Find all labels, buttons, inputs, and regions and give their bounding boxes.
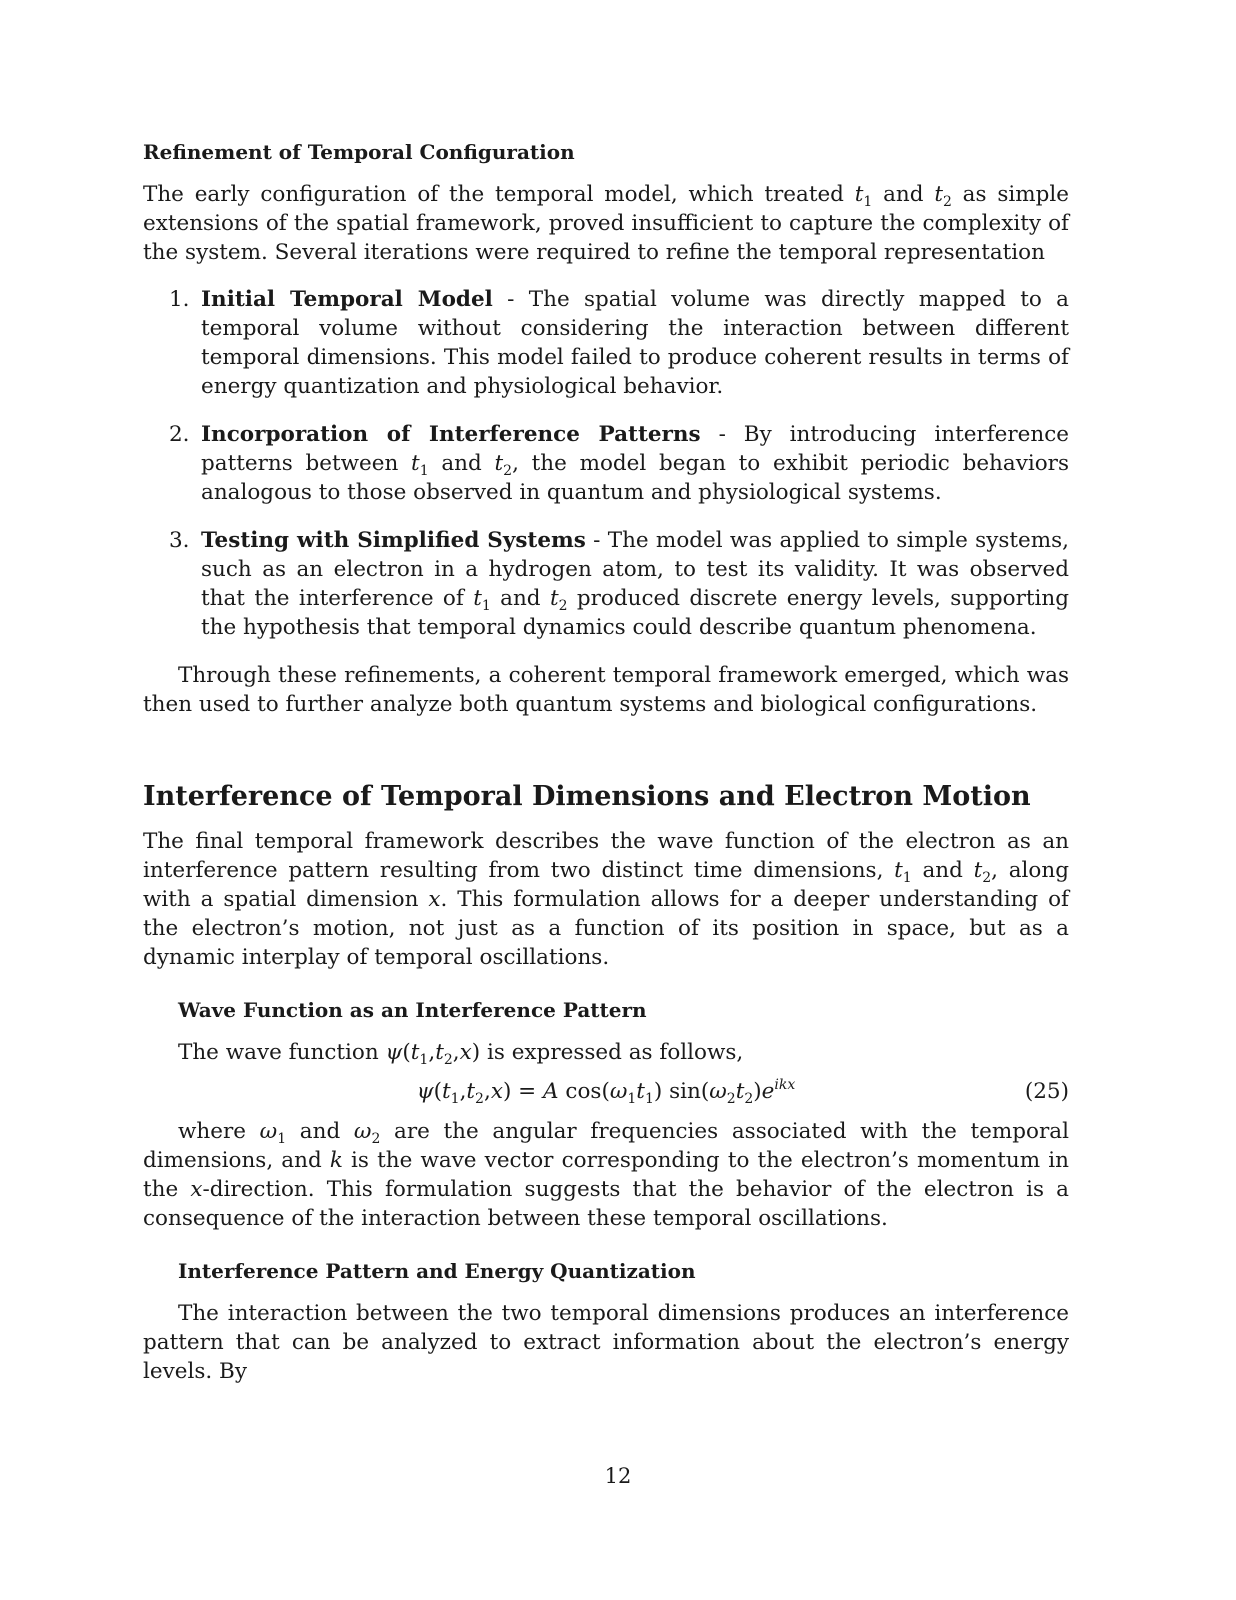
wave-function-intro: The wave function $\psi(t_1,t_2,x)$ is expressed as follows, bbox=[178, 1040, 744, 1068]
refinement-closing: Through these refinements, a coherent temporal framework emerged, which was then used to further analyze both quantum systems and biological configurations. bbox=[143, 663, 1069, 717]
page-content bbox=[143, 138, 1069, 1386]
subsection-heading-energy: Interference Pattern and Energy Quantization bbox=[178, 1259, 696, 1283]
equation-body: $\psi(t_1,t_2,x) = A$ $\cos(\omega_1t_1)$ $\sin(\omega_2t_2)e^{ikx}$ bbox=[416, 1077, 796, 1107]
equation-25 bbox=[143, 1077, 1069, 1111]
interference-intro: The final temporal framework describes the wave function of the electron as an interference pattern resulting from two distinct time dimensions, $t_1$ and $t_2$, along with a spatial dimension x. This formulation allows for a deeper understanding of the electron’s motion, not just as a function of its position in space, but as a dynamic interplay of temporal oscillations. bbox=[143, 829, 1070, 970]
subsection-heading-wave-function: Wave Function as an Interference Pattern bbox=[178, 998, 647, 1022]
equation-number: (25) bbox=[1024, 1079, 1069, 1104]
section-heading-interference: Interference of Temporal Dimensions and Electron Motion bbox=[143, 781, 1031, 812]
subsection-heading-refinement: Refinement of Temporal Configuration bbox=[143, 140, 575, 164]
refinement-intro: The early configuration of the temporal model, which treated $t_1$ and $t_2$ as simple extensions of the spatial framework, proved insufficient to capture the complexity of the system. Several iterations were required to refine the temporal representation bbox=[143, 182, 1069, 265]
refinement-steps-list bbox=[143, 285, 1069, 642]
energy-paragraph: The interaction between the two temporal dimensions produces an interference pattern that can be analyzed to extract information about the electron’s energy levels. By bbox=[143, 1301, 1069, 1384]
list-item: 2. Incorporation of Interference Patterns - By introducing interference patterns between $t_1$ and $t_2$, the model began to exhibit periodic behaviors analogous to those observed in quantum and physiological systems. bbox=[169, 422, 1069, 505]
list-item: 1. Initial Temporal Model - The spatial volume was directly mapped to a temporal volume without considering the interaction between different temporal dimensions. This model failed to produce coherent results in terms of energy quantization and physiological behavior. bbox=[169, 287, 1069, 399]
list-item: 3. Testing with Simplified Systems - The model was applied to simple systems, such as an electron in a hydrogen atom, to test its validity. It was observed that the interference of $t_1$ and $t_2$ produced discrete energy levels, supporting the hypothesis that temporal dynamics could describe quantum phenomena. bbox=[169, 528, 1069, 640]
wave-function-explanation: where $\omega_1$ and $\omega_2$ are the angular frequencies associated with the temporal dimensions, and k is the wave vector corresponding to the electron’s momentum in the x-direction. This formulation suggests that the behavior of the electron is a consequence of the interaction between these temporal oscillations. bbox=[143, 1119, 1069, 1231]
page-number: 12 bbox=[604, 1464, 632, 1488]
